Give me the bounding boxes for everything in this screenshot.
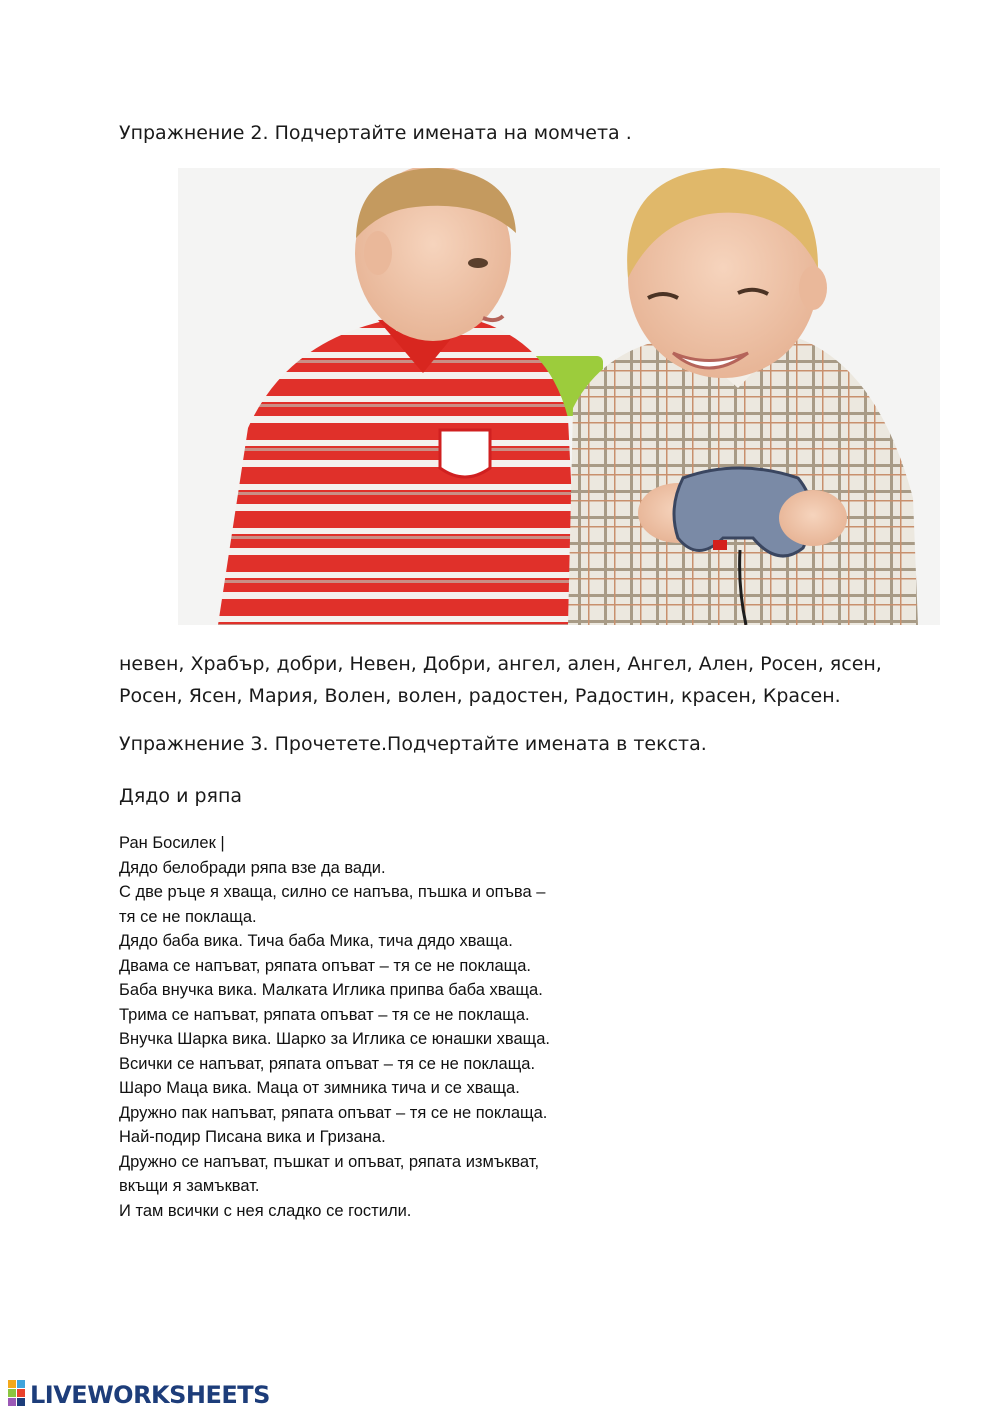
- story-line: Най-подир Писана вика и Гризана.: [119, 1128, 386, 1146]
- story-line: С две ръце я хваща, силно се напъва, пъшка и опъва –: [119, 883, 546, 901]
- liveworksheets-brand: LIVEWORKSHEETS: [30, 1381, 270, 1409]
- story-line: Шаро Маца вика. Маца от зимника тича и се хваща.: [119, 1079, 520, 1097]
- exercise3-heading: Упражнение 3. Прочетете.Подчертайте имената в текста.: [119, 733, 707, 755]
- liveworksheets-footer[interactable]: [8, 1381, 270, 1409]
- liveworksheets-logo-icon: [8, 1380, 26, 1410]
- boys-names-list: [119, 648, 939, 712]
- story-line: Дядо белобради ряпа взе да вади.: [119, 858, 386, 877]
- story-line: Дядо баба вика. Тича баба Мика, тича дядо хваща.: [119, 932, 513, 950]
- names-line-2: Росен, Ясен, Мария, Волен, волен, радостен, Радостин, красен, Красен.: [119, 685, 841, 707]
- story-line: Трима се напъват, ряпата опъват – тя се не поклаща.: [119, 1005, 530, 1024]
- exercise2-heading: Упражнение 2. Подчертайте имената на момчета .: [119, 122, 632, 144]
- story-line: Ран Босилек |: [119, 834, 225, 852]
- story-line: Баба внучка вика. Малката Иглика припва баба хваща.: [119, 981, 543, 999]
- story-text: [119, 831, 719, 1223]
- story-line: Двама се напъват, ряпата опъват – тя се не поклаща.: [119, 956, 532, 975]
- story-line: Дружно пак напъват, ряпата опъват – тя се не поклаща.: [119, 1103, 548, 1122]
- two-boys-photo: [178, 168, 940, 625]
- story-title: Дядо и ряпа: [119, 785, 243, 807]
- story-line: Внучка Шарка вика. Шарко за Иглика се юнашки хваща.: [119, 1030, 550, 1048]
- story-line: тя се не поклаща.: [119, 907, 257, 926]
- story-line: Всички се напъват, ряпата опъват – тя се не поклаща.: [119, 1054, 536, 1073]
- story-line: И там всички с нея сладко се гостили.: [119, 1201, 412, 1220]
- story-line: Дружно се напъват, пъшкат и опъват, ряпата измъкват,: [119, 1152, 540, 1171]
- story-line: вкъщи я замъкват.: [119, 1177, 260, 1195]
- names-line-1: невен, Храбър, добри, Невен, Добри, ангел, ален, Ангел, Ален, Росен, ясен,: [119, 653, 882, 675]
